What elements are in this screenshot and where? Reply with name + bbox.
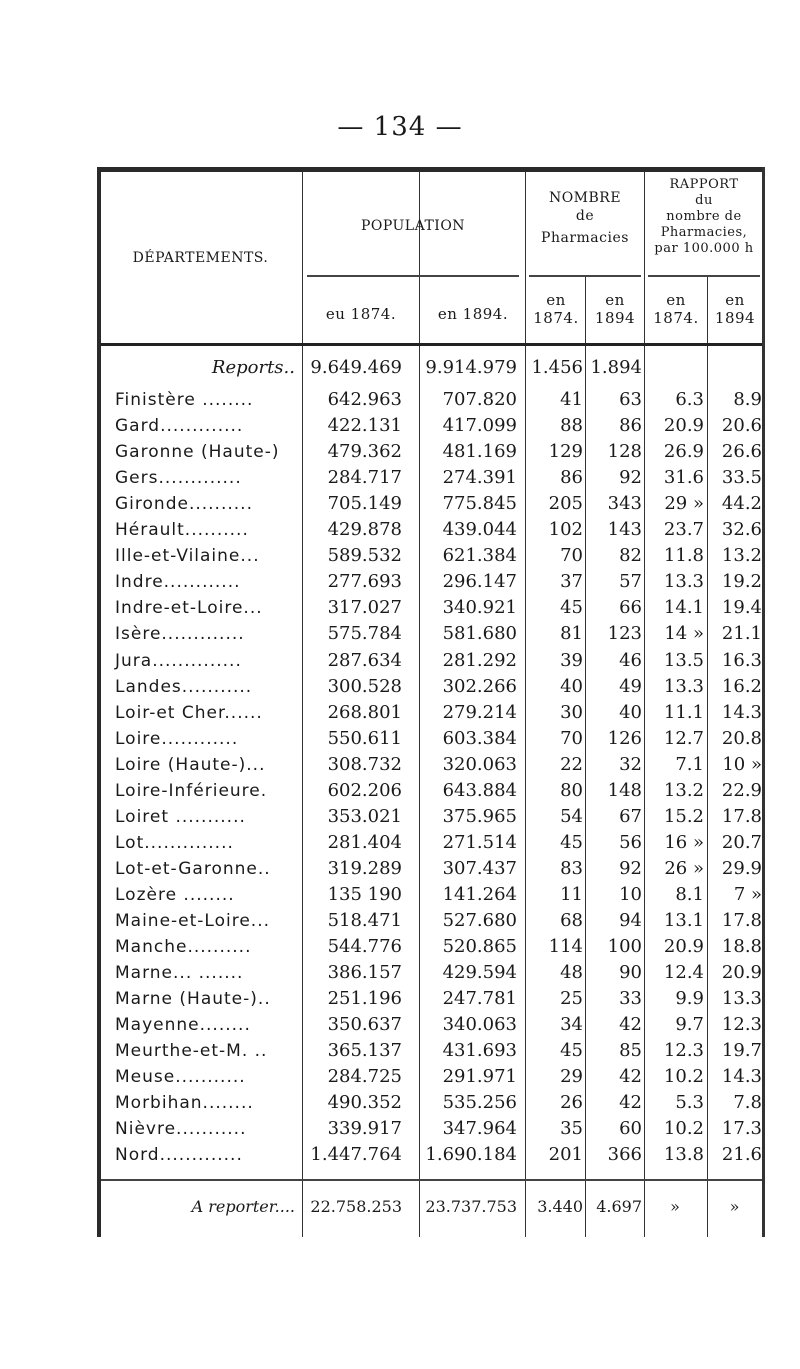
- population-1874: 268.801: [327, 702, 402, 723]
- pharmacies-1894: 40: [619, 702, 642, 723]
- population-1894: 296.147: [442, 571, 517, 592]
- pharmacies-1894: 67: [619, 806, 642, 827]
- population-1894: 247.781: [442, 988, 517, 1009]
- pharmacies-1874: 41: [560, 389, 583, 410]
- ratio-1874: 13.8: [663, 1144, 704, 1165]
- reports-pop-1894: 9.914.979: [425, 357, 517, 378]
- population-1874: 602.206: [327, 780, 402, 801]
- table-row: [97, 1091, 765, 1115]
- table-row: [97, 518, 765, 542]
- ratio-1874: 11.8: [663, 545, 704, 566]
- pharmacies-1874: 45: [560, 832, 583, 853]
- ratio-1874: 20.9: [663, 415, 704, 436]
- population-1874: 284.717: [327, 467, 402, 488]
- statistics-table: [97, 167, 765, 1237]
- department-name: Morbihan........: [115, 1093, 254, 1113]
- pharmacies-1874: 40: [560, 676, 583, 697]
- reports-pop-1874: 9.649.469: [310, 357, 402, 378]
- population-1894: 291.971: [442, 1066, 517, 1087]
- ratio-1894: 17.8: [721, 910, 762, 931]
- population-1894: 375.965: [442, 806, 517, 827]
- total-rule: [101, 1179, 762, 1181]
- population-1894: 520.865: [442, 936, 517, 957]
- pharmacies-1874: 205: [548, 493, 583, 514]
- ratio-1874: 10.2: [663, 1066, 704, 1087]
- ratio-1894: 26.6: [721, 441, 762, 462]
- header-rapport-line3: nombre de: [666, 209, 742, 224]
- ratio-1894: 7.8: [733, 1092, 762, 1113]
- pharmacies-1874: 45: [560, 1040, 583, 1061]
- ratio-1874: 29 »: [664, 493, 704, 514]
- reports-ph-1874: 1.456: [531, 357, 583, 378]
- ratio-1874: 15.2: [663, 806, 704, 827]
- population-1894: 481.169: [442, 441, 517, 462]
- pharmacies-1894: 42: [619, 1092, 642, 1113]
- pharmacies-1874: 80: [560, 780, 583, 801]
- ratio-1874: 16 »: [664, 832, 704, 853]
- table-row: [97, 440, 765, 464]
- table-row: [97, 883, 765, 907]
- population-1894: 340.921: [442, 597, 517, 618]
- pharmacies-1894: 42: [619, 1066, 642, 1087]
- population-1894: 302.266: [442, 676, 517, 697]
- pharmacies-1874: 39: [560, 650, 583, 671]
- ratio-1874: 14 »: [664, 623, 704, 644]
- header-rapport-line4: Pharmacies,: [660, 225, 748, 240]
- page-number: — 134 —: [337, 112, 463, 142]
- department-name: Lozère ........: [115, 885, 235, 905]
- population-1874: 287.634: [327, 650, 402, 671]
- reports-label: Reports..: [211, 357, 295, 378]
- pharmacies-1874: 70: [560, 545, 583, 566]
- header-pop-1894: en 1894.: [437, 305, 509, 323]
- department-name: Loiret ...........: [115, 807, 246, 827]
- population-1874: 135 190: [327, 884, 402, 905]
- population-1874: 350.637: [327, 1014, 402, 1035]
- pharmacies-1894: 85: [619, 1040, 642, 1061]
- ratio-1894: 14.3: [721, 702, 762, 723]
- header-rapport-line1: RAPPORT: [669, 177, 739, 192]
- department-name: Marne... .......: [115, 963, 244, 983]
- ratio-1874: 13.2: [663, 780, 704, 801]
- ratio-1874: 31.6: [663, 467, 704, 488]
- a-reporter-ph-1894: 4.697: [596, 1197, 642, 1216]
- table-row: [97, 596, 765, 620]
- pharmacies-1894: 123: [607, 623, 642, 644]
- pharmacies-1894: 100: [607, 936, 642, 957]
- department-name: Loire............: [115, 729, 239, 749]
- pharmacies-1894: 33: [619, 988, 642, 1009]
- a-reporter-ph-1874: 3.440: [537, 1197, 583, 1216]
- table-row: [97, 701, 765, 725]
- department-name: Meuse...........: [115, 1067, 246, 1087]
- ratio-1874: 8.1: [675, 884, 704, 905]
- ratio-1874: 12.3: [663, 1040, 704, 1061]
- department-name: Meurthe-et-M. ..: [115, 1041, 268, 1061]
- table-row: [97, 805, 765, 829]
- header-r-1874-line2: 1874.: [653, 309, 699, 327]
- population-1874: 308.732: [327, 754, 402, 775]
- population-1894: 603.384: [442, 728, 517, 749]
- ratio-1894: 21.6: [721, 1144, 762, 1165]
- table-row: [97, 622, 765, 646]
- department-name: Loir-et Cher......: [115, 703, 263, 723]
- table-row: [97, 909, 765, 933]
- pharmacies-1874: 201: [548, 1144, 583, 1165]
- header-departements: DÉPARTEMENTS.: [132, 250, 269, 266]
- ratio-1894: 20.7: [721, 832, 762, 853]
- population-1894: 307.437: [442, 858, 517, 879]
- ratio-1894: 20.8: [721, 728, 762, 749]
- pharmacies-1874: 45: [560, 597, 583, 618]
- pharmacies-1874: 83: [560, 858, 583, 879]
- population-1874: 589.532: [327, 545, 402, 566]
- pharmacies-1894: 148: [607, 780, 642, 801]
- population-1874: 284.725: [327, 1066, 402, 1087]
- population-1874: 386.157: [327, 962, 402, 983]
- pharmacies-1894: 92: [619, 858, 642, 879]
- department-name: Lot-et-Garonne..: [115, 859, 271, 879]
- population-1894: 643.884: [442, 780, 517, 801]
- population-1894: 1.690.184: [425, 1144, 517, 1165]
- population-1894: 340.063: [442, 1014, 517, 1035]
- ratio-1894: 29.9: [721, 858, 762, 879]
- table-row: [97, 414, 765, 438]
- header-r-1874: [646, 291, 706, 327]
- header-r-1894: [708, 291, 762, 327]
- pharmacies-1874: 22: [560, 754, 583, 775]
- pharmacies-1894: 143: [607, 519, 642, 540]
- header-nb-1894-line1: en: [605, 291, 625, 309]
- population-1894: 707.820: [442, 389, 517, 410]
- pharmacies-1894: 32: [619, 754, 642, 775]
- table-row: [97, 987, 765, 1011]
- table-row: [97, 935, 765, 959]
- population-1874: 479.362: [327, 441, 402, 462]
- ratio-1894: 32.6: [721, 519, 762, 540]
- reports-ph-1894: 1.894: [590, 357, 642, 378]
- pharmacies-1894: 42: [619, 1014, 642, 1035]
- pharmacies-1894: 94: [619, 910, 642, 931]
- header-nombre-line3: Pharmacies: [541, 230, 629, 246]
- department-name: Isère.............: [115, 624, 245, 644]
- population-1894: 439.044: [442, 519, 517, 540]
- table-row: [97, 570, 765, 594]
- ratio-1874: 13.1: [663, 910, 704, 931]
- pharmacies-1894: 57: [619, 571, 642, 592]
- population-1874: 353.021: [327, 806, 402, 827]
- population-1874: 422.131: [327, 415, 402, 436]
- department-name: Loire-Inférieure.: [115, 781, 268, 801]
- pharmacies-1874: 54: [560, 806, 583, 827]
- pharmacies-1874: 30: [560, 702, 583, 723]
- header-rule: [529, 275, 641, 277]
- ratio-1894: 17.3: [721, 1118, 762, 1139]
- department-name: Nord.............: [115, 1145, 243, 1165]
- pharmacies-1894: 126: [607, 728, 642, 749]
- header-nb-1874-line1: en: [546, 291, 566, 309]
- header-nombre-line2: de: [575, 208, 595, 224]
- table-row: [97, 1039, 765, 1063]
- table-row: [97, 675, 765, 699]
- ratio-1874: 6.3: [675, 389, 704, 410]
- population-1894: 775.845: [442, 493, 517, 514]
- pharmacies-1874: 11: [560, 884, 583, 905]
- department-name: Nièvre...........: [115, 1119, 247, 1139]
- population-1894: 274.391: [442, 467, 517, 488]
- header-nb-1874: [527, 291, 585, 327]
- pharmacies-1874: 88: [560, 415, 583, 436]
- population-1874: 300.528: [327, 676, 402, 697]
- pharmacies-1874: 70: [560, 728, 583, 749]
- ratio-1894: 22.9: [721, 780, 762, 801]
- ratio-1894: 12.3: [721, 1014, 762, 1035]
- population-1874: 1.447.764: [310, 1144, 402, 1165]
- pharmacies-1894: 128: [607, 441, 642, 462]
- ratio-1894: 16.3: [721, 650, 762, 671]
- population-1874: 642.963: [327, 389, 402, 410]
- table-row: [97, 831, 765, 855]
- population-1894: 429.594: [442, 962, 517, 983]
- ratio-1894: 16.2: [721, 676, 762, 697]
- population-1874: 251.196: [327, 988, 402, 1009]
- ratio-1894: 20.9: [721, 962, 762, 983]
- population-1894: 320.063: [442, 754, 517, 775]
- population-1894: 581.680: [442, 623, 517, 644]
- ratio-1894: 17.8: [721, 806, 762, 827]
- table-row: [97, 388, 765, 412]
- department-name: Finistère ........: [115, 390, 254, 410]
- ratio-1874: 9.9: [675, 988, 704, 1009]
- pharmacies-1874: 29: [560, 1066, 583, 1087]
- population-1874: 550.611: [327, 728, 402, 749]
- a-reporter-pop-1874: 22.758.253: [310, 1197, 402, 1216]
- pharmacies-1894: 56: [619, 832, 642, 853]
- table-row: [97, 544, 765, 568]
- table-row: [97, 961, 765, 985]
- ratio-1874: 12.4: [663, 962, 704, 983]
- pharmacies-1894: 86: [619, 415, 642, 436]
- population-1874: 518.471: [327, 910, 402, 931]
- pharmacies-1874: 34: [560, 1014, 583, 1035]
- a-reporter-row: [97, 1195, 765, 1219]
- ratio-1894: 13.3: [721, 988, 762, 1009]
- header-rapport-line2: du: [695, 193, 713, 208]
- department-name: Indre-et-Loire...: [115, 598, 263, 618]
- population-1874: 575.784: [327, 623, 402, 644]
- pharmacies-1874: 86: [560, 467, 583, 488]
- department-name: Indre............: [115, 572, 241, 592]
- department-name: Gard.............: [115, 416, 244, 436]
- ratio-1894: 10 »: [722, 754, 762, 775]
- reports-row: [97, 356, 765, 380]
- population-1874: 339.917: [327, 1118, 402, 1139]
- department-name: Gironde..........: [115, 494, 253, 514]
- pharmacies-1874: 114: [548, 936, 583, 957]
- table-row: [97, 1117, 765, 1141]
- pharmacies-1894: 60: [619, 1118, 642, 1139]
- header-r-1874-line1: en: [666, 291, 686, 309]
- header-bottom-rule: [101, 343, 762, 346]
- pharmacies-1894: 66: [619, 597, 642, 618]
- table-row: [97, 857, 765, 881]
- department-name: Jura..............: [115, 651, 242, 671]
- header-pop-1874: eu 1874.: [325, 305, 397, 323]
- pharmacies-1894: 82: [619, 545, 642, 566]
- a-reporter-label: A reporter....: [191, 1197, 295, 1216]
- table-row: [97, 753, 765, 777]
- header-population: POPULATION: [360, 218, 466, 234]
- table-row: [97, 1143, 765, 1167]
- pharmacies-1874: 26: [560, 1092, 583, 1113]
- header-nb-1894: [586, 291, 644, 327]
- population-1874: 544.776: [327, 936, 402, 957]
- population-1874: 705.149: [327, 493, 402, 514]
- population-1874: 319.289: [327, 858, 402, 879]
- population-1874: 490.352: [327, 1092, 402, 1113]
- ratio-1894: 14.3: [721, 1066, 762, 1087]
- ratio-1894: 8.9: [733, 389, 762, 410]
- table-row: [97, 1065, 765, 1089]
- department-name: Landes...........: [115, 677, 253, 697]
- header-nb-1874-line2: 1874.: [533, 309, 579, 327]
- department-name: Ille-et-Vilaine...: [115, 546, 260, 566]
- ratio-1874: 23.7: [663, 519, 704, 540]
- ratio-1874: 14.1: [663, 597, 704, 618]
- ratio-1894: 19.4: [721, 597, 762, 618]
- pharmacies-1894: 10: [619, 884, 642, 905]
- header-rapport-line5: par 100.000 h: [654, 241, 754, 256]
- header-r-1894-line1: en: [725, 291, 745, 309]
- pharmacies-1894: 92: [619, 467, 642, 488]
- ratio-1894: 19.7: [721, 1040, 762, 1061]
- department-name: Hérault..........: [115, 520, 249, 540]
- pharmacies-1874: 37: [560, 571, 583, 592]
- pharmacies-1874: 129: [548, 441, 583, 462]
- pharmacies-1894: 63: [619, 389, 642, 410]
- ratio-1894: 18.8: [721, 936, 762, 957]
- population-1894: 347.964: [442, 1118, 517, 1139]
- department-name: Loire (Haute-)...: [115, 755, 266, 775]
- ratio-1874: 26 »: [664, 858, 704, 879]
- ratio-1894: 19.2: [721, 571, 762, 592]
- pharmacies-1894: 90: [619, 962, 642, 983]
- department-name: Lot..............: [115, 833, 234, 853]
- header-nombre-line1: NOMBRE: [548, 190, 622, 206]
- population-1894: 431.693: [442, 1040, 517, 1061]
- ratio-1874: 11.1: [663, 702, 704, 723]
- population-1894: 281.292: [442, 650, 517, 671]
- population-1894: 417.099: [442, 415, 517, 436]
- pharmacies-1874: 68: [560, 910, 583, 931]
- ratio-1894: 44.2: [721, 493, 762, 514]
- ratio-1894: 21.1: [721, 623, 762, 644]
- population-1894: 535.256: [442, 1092, 517, 1113]
- department-name: Marne (Haute-)..: [115, 989, 271, 1009]
- ratio-1894: 20.6: [721, 415, 762, 436]
- population-1894: 527.680: [442, 910, 517, 931]
- ratio-1874: 5.3: [675, 1092, 704, 1113]
- ratio-1894: 13.2: [721, 545, 762, 566]
- population-1894: 621.384: [442, 545, 517, 566]
- pharmacies-1894: 343: [607, 493, 642, 514]
- pharmacies-1874: 48: [560, 962, 583, 983]
- ratio-1874: 10.2: [663, 1118, 704, 1139]
- pharmacies-1874: 25: [560, 988, 583, 1009]
- pharmacies-1894: 49: [619, 676, 642, 697]
- ratio-1894: 7 »: [733, 884, 762, 905]
- header-r-1894-line2: 1894: [714, 309, 756, 327]
- department-name: Mayenne........: [115, 1015, 251, 1035]
- population-1894: 271.514: [442, 832, 517, 853]
- header-rule: [648, 275, 760, 277]
- population-1874: 277.693: [327, 571, 402, 592]
- ratio-1874: 7.1: [675, 754, 704, 775]
- department-name: Manche..........: [115, 937, 252, 957]
- ratio-1874: 12.7: [663, 728, 704, 749]
- ratio-1874: 26.9: [663, 441, 704, 462]
- population-1874: 365.137: [327, 1040, 402, 1061]
- table-row: [97, 727, 765, 751]
- table-row: [97, 1013, 765, 1037]
- department-name: Maine-et-Loire...: [115, 911, 271, 931]
- pharmacies-1874: 102: [548, 519, 583, 540]
- ratio-1874: 13.3: [663, 571, 704, 592]
- population-1874: 317.027: [327, 597, 402, 618]
- population-1874: 429.878: [327, 519, 402, 540]
- ratio-1874: 9.7: [675, 1014, 704, 1035]
- ratio-1874: 13.5: [663, 650, 704, 671]
- department-name: Gers.............: [115, 468, 242, 488]
- pharmacies-1894: 366: [607, 1144, 642, 1165]
- table-top-border: [97, 167, 765, 172]
- table-row: [97, 492, 765, 516]
- population-1874: 281.404: [327, 832, 402, 853]
- header-nombre: [527, 189, 643, 247]
- population-1894: 141.264: [442, 884, 517, 905]
- ratio-1874: 20.9: [663, 936, 704, 957]
- a-reporter-pop-1894: 23.737.753: [425, 1197, 517, 1216]
- table-row: [97, 779, 765, 803]
- table-row: [97, 649, 765, 673]
- population-1894: 279.214: [442, 702, 517, 723]
- ratio-1894: 33.5: [721, 467, 762, 488]
- header-nb-1894-line2: 1894: [594, 309, 636, 327]
- a-reporter-r-1894: »: [729, 1197, 740, 1216]
- department-name: Garonne (Haute-): [115, 442, 280, 462]
- table-row: [97, 466, 765, 490]
- pharmacies-1874: 81: [560, 623, 583, 644]
- pharmacies-1874: 35: [560, 1118, 583, 1139]
- ratio-1874: 13.3: [663, 676, 704, 697]
- a-reporter-r-1874: »: [670, 1197, 680, 1216]
- pharmacies-1894: 46: [619, 650, 642, 671]
- header-rapport: [646, 177, 762, 257]
- header-rule: [307, 275, 519, 277]
